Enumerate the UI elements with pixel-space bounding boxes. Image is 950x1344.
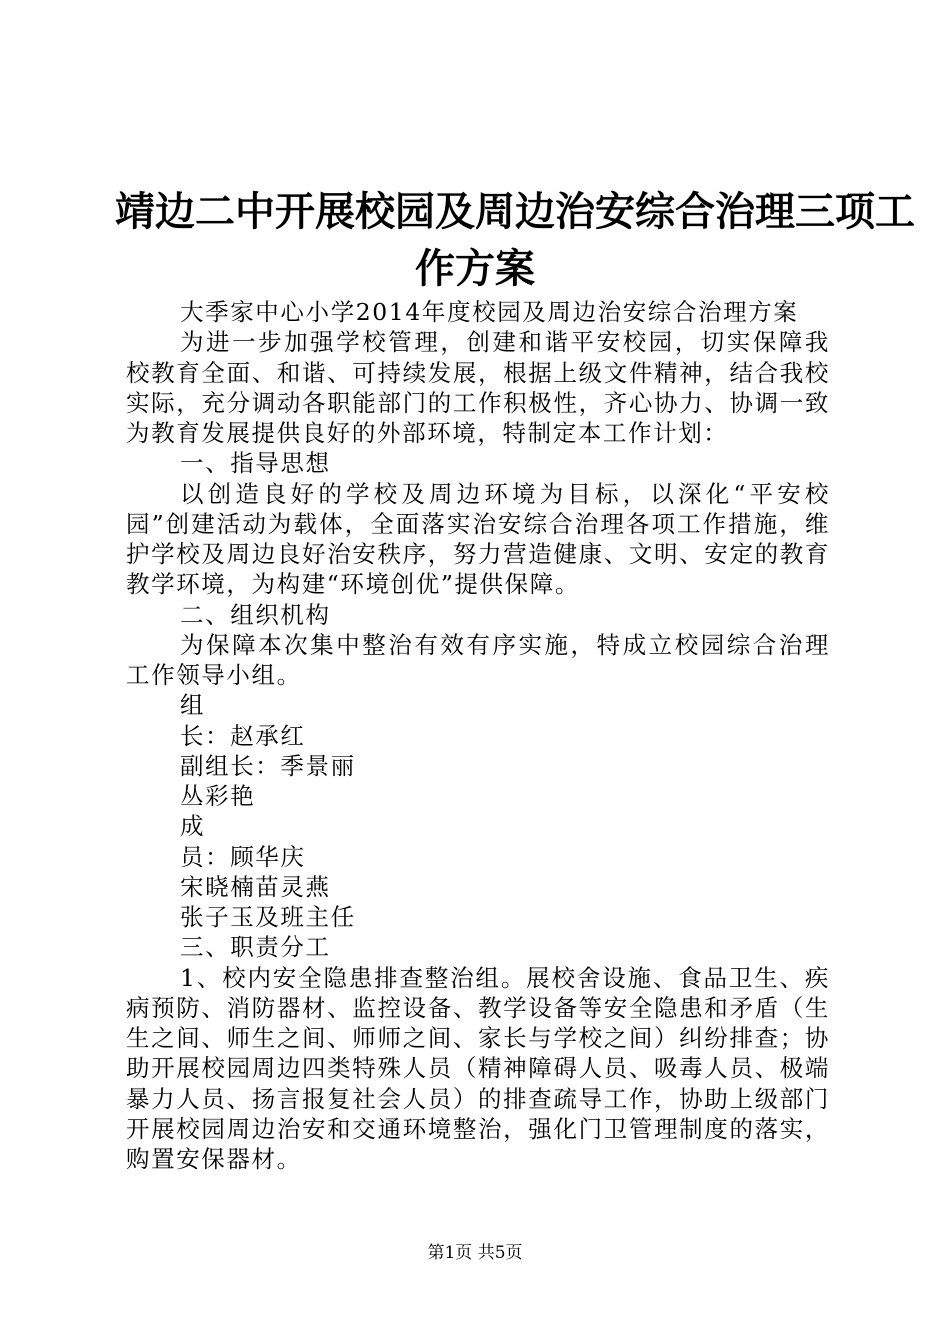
group-line: 副组长：季景丽: [180, 751, 356, 780]
group-line: 组: [180, 691, 206, 720]
section-1-heading: 一、指导思想: [180, 449, 331, 478]
page-footer: 第1页 共5页: [427, 1243, 523, 1263]
document-subtitle: 大季家中心小学2014年度校园及周边治安综合治理方案: [180, 298, 799, 326]
section-3-item-1: 1、校内安全隐患排查整治组。展校舍设施、食品卫生、疾病预防、消防器材、监控设备、教学设备等安全隐患和矛盾（生生之间、师生之间、师师之间、家长与学校之间）纠纷排查；协助开展校园周边四类特殊人员（精神障碍人员、吸毒人员、极端暴力人员、扬言报复社会人员）的排查疏导工作，协助上级部门开展校园周边治安和交通环境整治，强化门卫管理制度的落实，购置安保器材。: [126, 963, 830, 1173]
section-2-paragraph: 为保障本次集中整治有效有序实施，特成立校园综合治理工作领导小组。: [126, 630, 830, 689]
section-1-paragraph: 以创造良好的学校及周边环境为目标，以深化“平安校园”创建活动为载体，全面落实治安综合治理各项工作措施，维护学校及周边良好治安秩序，努力营造健康、文明、安定的教育教学环境，为构建“环境创优”提供保障。: [126, 479, 830, 599]
group-line: 长：赵承红: [180, 721, 306, 750]
document-title-line-1: 靖边二中开展校园及周边治安综合治理三项工: [115, 188, 915, 235]
group-line: 宋晓楠苗灵燕: [180, 872, 331, 901]
section-3-heading: 三、职责分工: [180, 933, 331, 962]
group-line: 丛彩艳: [180, 782, 256, 810]
section-2-heading: 二、组织机构: [180, 600, 331, 629]
group-line: 员：顾华庆: [180, 842, 306, 871]
intro-paragraph: 为进一步加强学校管理，创建和谐平安校园，切实保障我校教育全面、和谐、可持续发展，根据上级文件精神，结合我校实际，充分调动各职能部门的工作积极性，齐心协力、协调一致为教育发展提供良好的外部环境，特制定本工作计划：: [126, 328, 830, 447]
group-line: 张子玉及班主任: [180, 903, 356, 931]
document-body: [126, 297, 830, 1174]
group-line: 成: [180, 812, 206, 841]
document-title-line-2: 作方案: [415, 245, 535, 292]
